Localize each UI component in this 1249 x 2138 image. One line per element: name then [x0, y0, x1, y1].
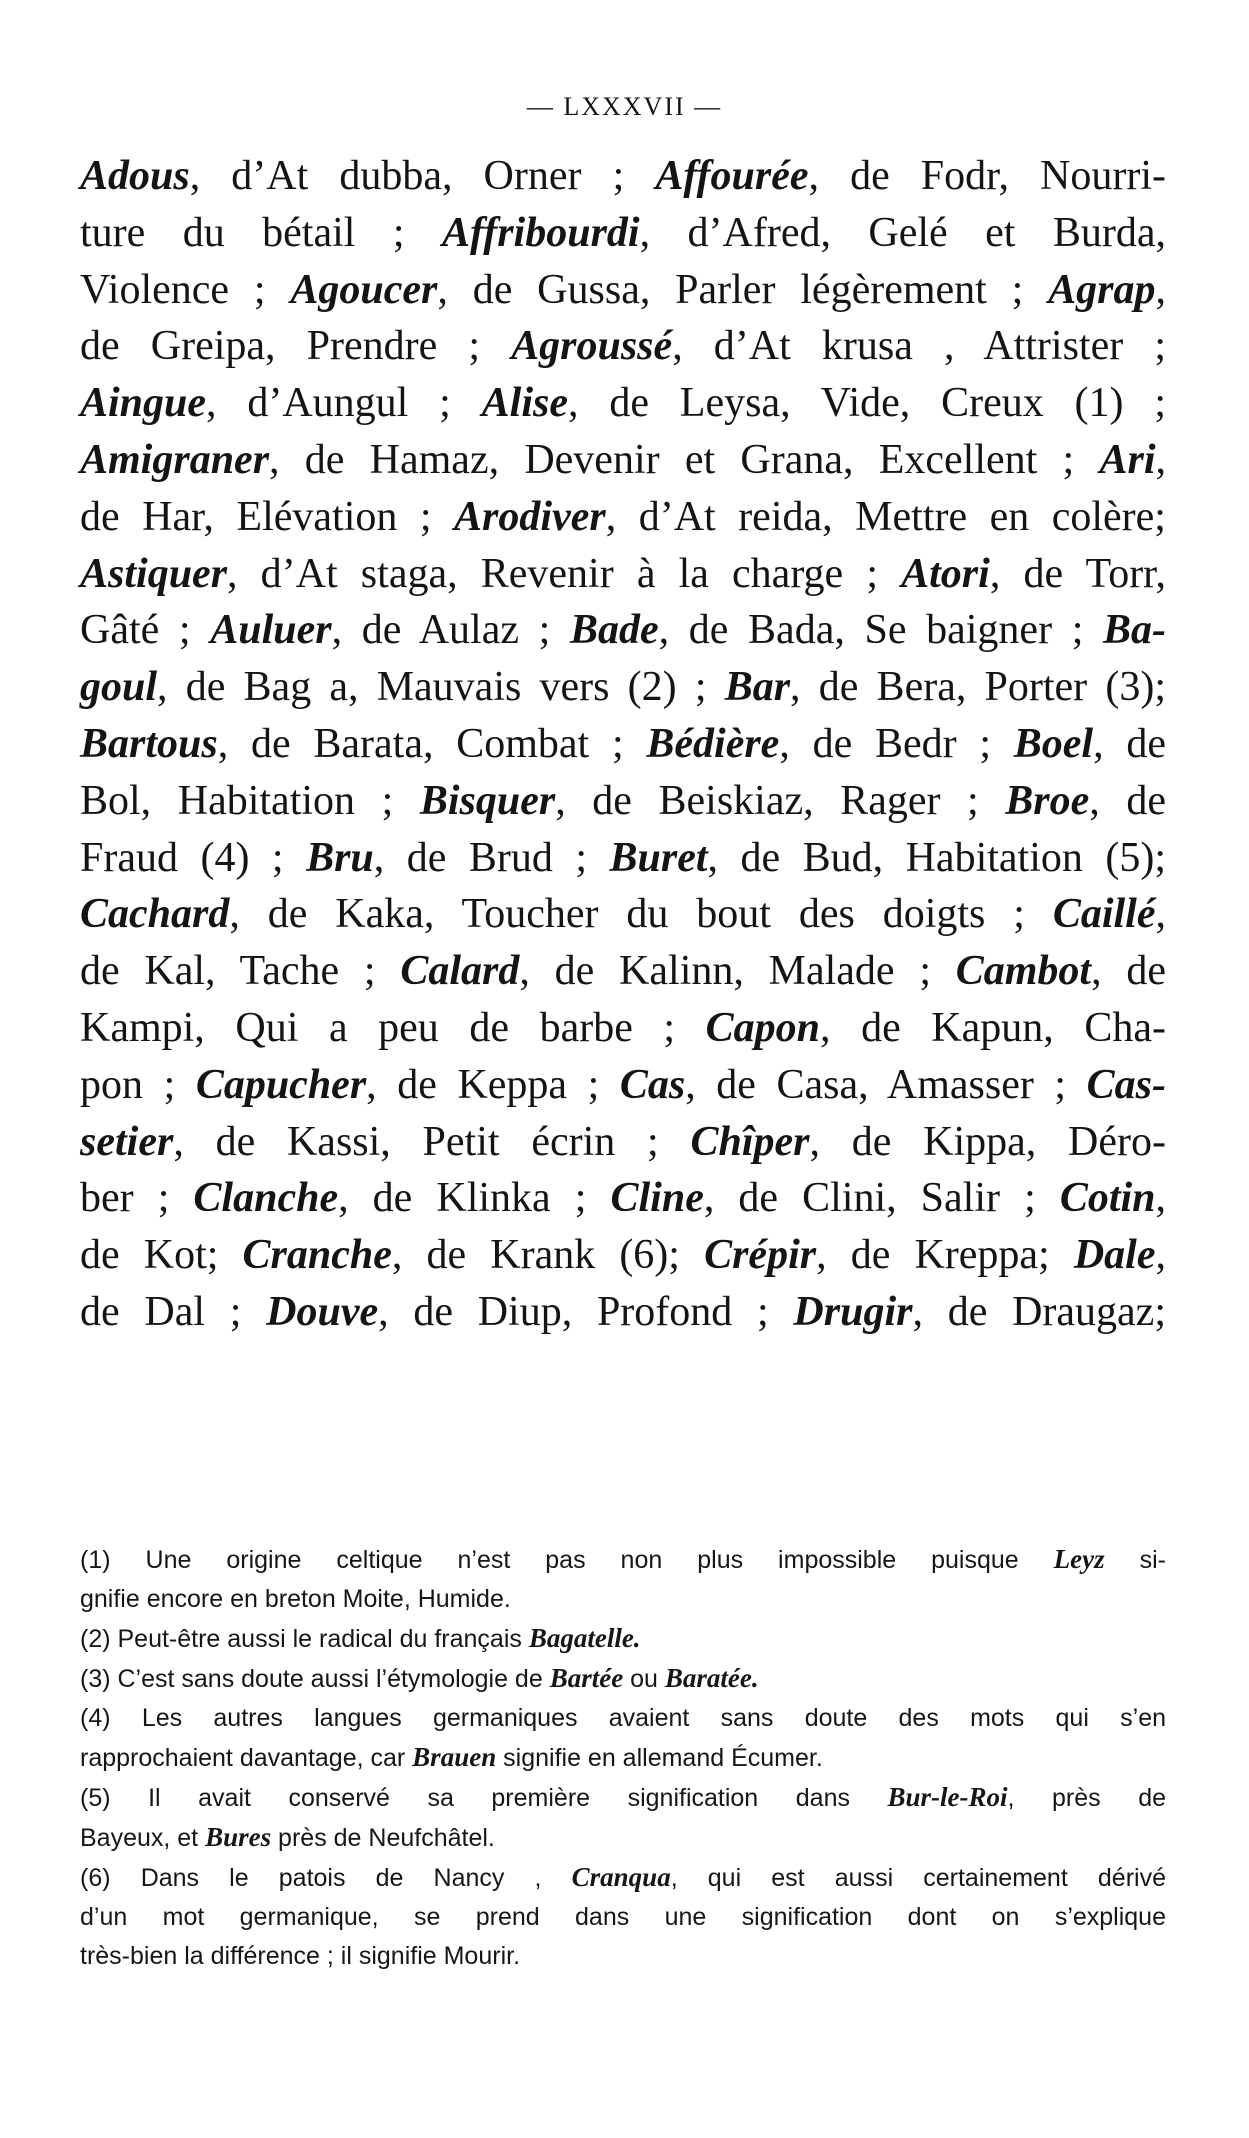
text-run: , de Aulaz ;: [331, 607, 570, 654]
text-run: , de Bada, Se baigner ;: [658, 607, 1104, 654]
main-text-block: [80, 148, 1166, 1341]
italic-term: Adous: [80, 153, 190, 199]
text-run: , de Kaka, Toucher du bout des doigts ;: [229, 891, 1053, 938]
text-run: , de Kreppa;: [816, 1232, 1074, 1279]
text-run: , d’Aungul ;: [206, 380, 482, 427]
italic-term: Clanche: [193, 1175, 339, 1222]
text-run: si-: [1104, 1546, 1166, 1574]
italic-term: Crépir: [704, 1232, 817, 1279]
text-run: de Kal, Tache ;: [80, 948, 401, 995]
text-run: Gâté ;: [80, 607, 211, 654]
italic-term: Bures: [205, 1822, 272, 1852]
italic-term: Cas: [619, 1061, 686, 1108]
text-run: Bol, Habitation ;: [80, 777, 420, 824]
text-run: , d’At reida, Mettre en colère;: [605, 493, 1166, 540]
footnote-line: [80, 1937, 1166, 1976]
text-run: rapprochaient davantage, car: [80, 1744, 413, 1772]
footnote-line: [80, 1699, 1166, 1738]
footnote-line: [80, 1818, 1166, 1858]
italic-term: Bar: [724, 664, 791, 711]
text-run: , de Gussa, Parler légèrement ;: [437, 266, 1049, 313]
italic-term: Cachard: [80, 891, 230, 938]
text-line: [80, 773, 1166, 830]
text-run: , de Casa, Amasser ;: [685, 1061, 1087, 1108]
footnote-line: [80, 1738, 1166, 1778]
text-run: , de Kapun, Cha-: [820, 1004, 1166, 1051]
text-run: , de Hamaz, Devenir et Grana, Excellent ;: [269, 436, 1100, 483]
text-run: (2) Peut-être aussi le radical du français: [80, 1625, 529, 1653]
text-run: ber ;: [80, 1175, 194, 1222]
text-run: , de Diup, Profond ;: [378, 1288, 794, 1335]
italic-term: Bade: [569, 607, 659, 654]
text-run: , de Bag a, Mauvais vers (2) ;: [157, 664, 725, 711]
text-line: [80, 262, 1166, 319]
text-run: , de Bera, Porter (3);: [790, 664, 1166, 711]
text-line: [80, 943, 1166, 1000]
footnote-line: [80, 1778, 1166, 1818]
footnote-line: [80, 1540, 1166, 1580]
footnote: [80, 1659, 1166, 1699]
italic-term: Baratée.: [664, 1663, 759, 1693]
italic-term: Alise: [481, 380, 569, 427]
italic-term: Bartous: [80, 720, 218, 767]
italic-term: Cambot: [955, 948, 1092, 995]
text-run: de Greipa, Prendre ;: [80, 323, 512, 370]
italic-term: Cranqua: [571, 1862, 671, 1892]
italic-term: Buret: [609, 834, 708, 881]
text-run: , de Bedr ;: [779, 720, 1014, 767]
italic-term: Calard: [400, 948, 520, 995]
text-line: [80, 148, 1166, 205]
text-run: , d’At staga, Revenir à la charge ;: [227, 550, 902, 597]
italic-term: Cranche: [242, 1232, 392, 1279]
italic-term: Broe: [1005, 777, 1090, 824]
text-line: [80, 1114, 1166, 1171]
text-run: , de Kalinn, Malade ;: [519, 948, 956, 995]
italic-term: Atori: [901, 550, 990, 597]
text-run: , de Keppa ;: [366, 1061, 620, 1108]
italic-term: Auluer: [210, 607, 332, 654]
italic-term: Ba-: [1103, 607, 1167, 654]
text-run: , d’At dubba, Orner ;: [189, 153, 656, 199]
text-line: [80, 1227, 1166, 1284]
italic-term: Douve: [266, 1288, 379, 1335]
text-line: [80, 830, 1166, 887]
footnote: [80, 1619, 1166, 1659]
italic-term: Astiquer: [80, 550, 228, 597]
italic-term: Agroussé: [511, 323, 673, 370]
footnote-line: [80, 1659, 1166, 1699]
text-run: , de Leysa, Vide, Creux (1) ;: [568, 380, 1167, 427]
text-run: pon ;: [80, 1061, 196, 1108]
text-run: (6) Dans le patois de Nancy ,: [80, 1864, 572, 1892]
italic-term: Chîper: [690, 1118, 810, 1165]
footnote-line: [80, 1898, 1166, 1937]
text-run: très-bien la différence ; il signifie Mourir.: [80, 1942, 521, 1970]
text-line: [80, 1284, 1166, 1341]
text-run: ,: [1155, 1175, 1167, 1222]
footnotes-block: [80, 1540, 1166, 1976]
text-line: [80, 318, 1166, 375]
text-run: , de Krank (6);: [391, 1232, 705, 1279]
italic-term: goul: [80, 664, 158, 711]
text-run: gnifie encore en breton Moite, Humide.: [80, 1585, 511, 1613]
text-run: , de Barata, Combat ;: [217, 720, 647, 767]
footnote: [80, 1540, 1166, 1619]
footnote: [80, 1778, 1166, 1858]
text-run: , de Fodr, Nourri-: [808, 153, 1166, 199]
italic-term: Dale: [1073, 1232, 1156, 1279]
italic-term: Leyz: [1053, 1544, 1105, 1574]
italic-term: Cas-: [1086, 1061, 1166, 1108]
italic-term: Cline: [610, 1175, 704, 1222]
italic-term: Bru: [306, 834, 374, 881]
italic-term: Arodiver: [454, 493, 606, 540]
text-line: [80, 375, 1166, 432]
text-run: Violence ;: [80, 266, 291, 313]
italic-term: Bisquer: [419, 777, 556, 824]
text-run: , de Klinka ;: [338, 1175, 611, 1222]
text-run: Bayeux, et: [80, 1824, 206, 1852]
italic-term: Capon: [705, 1004, 821, 1051]
text-run: , près de: [1007, 1784, 1166, 1812]
text-run: , de Bud, Habitation (5);: [707, 834, 1166, 881]
text-run: , de: [1089, 777, 1166, 824]
text-run: ,: [1155, 1232, 1166, 1279]
text-line: [80, 716, 1166, 773]
text-run: , d’At krusa , Attrister ;: [672, 323, 1166, 370]
text-run: , de Torr,: [989, 550, 1166, 597]
italic-term: Bur-le-Roi: [887, 1782, 1008, 1812]
italic-term: Drugir: [793, 1288, 913, 1335]
text-run: (1) Une origine celtique n’est pas non plus impossible puisque: [80, 1546, 1054, 1574]
text-run: ,: [1155, 266, 1166, 313]
text-run: , d’Afred, Gelé et Burda,: [639, 209, 1166, 256]
text-line: [80, 1057, 1166, 1114]
italic-term: Ari: [1099, 436, 1156, 483]
text-run: ,: [1155, 436, 1166, 483]
italic-term: Cotin: [1059, 1175, 1156, 1222]
text-run: , de Clini, Salir ;: [703, 1175, 1060, 1222]
text-run: ou: [623, 1665, 665, 1693]
text-run: (4) Les autres langues germaniques avaient sans doute des mots qui s’en: [80, 1704, 1166, 1732]
text-line: [80, 432, 1166, 489]
text-run: , de Brud ;: [373, 834, 610, 881]
text-line: [80, 1170, 1166, 1227]
text-run: , de: [1091, 948, 1167, 995]
text-run: , de Kassi, Petit écrin ;: [173, 1118, 691, 1165]
text-run: , de Beiskiaz, Rager ;: [555, 777, 1006, 824]
text-run: , de Kippa, Déro-: [809, 1118, 1166, 1165]
text-run: ,: [1155, 891, 1166, 938]
text-run: Fraud (4) ;: [80, 834, 307, 881]
italic-term: Boel: [1013, 720, 1094, 767]
italic-term: Agoucer: [290, 266, 438, 313]
italic-term: Affribourdi: [441, 209, 640, 256]
text-line: [80, 1000, 1166, 1057]
italic-term: Bédière: [646, 720, 780, 767]
text-run: de Har, Elévation ;: [80, 493, 455, 540]
italic-term: Caillé: [1052, 891, 1156, 938]
italic-term: Affourée: [655, 153, 809, 199]
italic-term: Brauen: [412, 1742, 497, 1772]
italic-term: Bartée: [549, 1663, 624, 1693]
text-run: près de Neufchâtel.: [271, 1824, 495, 1852]
italic-term: Capucher: [195, 1061, 367, 1108]
text-run: Kampi, Qui a peu de barbe ;: [80, 1004, 706, 1051]
italic-term: Aingue: [80, 380, 207, 427]
text-run: , de Draugaz;: [912, 1288, 1166, 1335]
text-line: [80, 546, 1166, 603]
text-run: , de: [1093, 720, 1166, 767]
text-line: [80, 602, 1166, 659]
text-run: , qui est aussi certainement dérivé: [670, 1864, 1166, 1892]
text-run: signifie en allemand Écumer.: [496, 1744, 823, 1772]
text-line: [80, 886, 1166, 943]
footnote-line: [80, 1619, 1166, 1659]
text-run: ture du bétail ;: [80, 209, 442, 256]
footnote-line: [80, 1580, 1166, 1619]
text-run: de Kot;: [80, 1232, 243, 1279]
footnote: [80, 1699, 1166, 1778]
text-run: (3) C’est sans doute aussi l’étymologie de: [80, 1665, 550, 1693]
text-run: d’un mot germanique, se prend dans une signification dont on s’explique: [80, 1903, 1166, 1931]
text-line: [80, 489, 1166, 546]
italic-term: Bagatelle.: [528, 1623, 641, 1653]
text-line: [80, 205, 1166, 262]
footnote-line: [80, 1858, 1166, 1898]
italic-term: Amigraner: [80, 436, 270, 483]
italic-term: setier: [80, 1118, 174, 1165]
italic-term: Agrap: [1048, 266, 1156, 313]
text-run: (5) Il avait conservé sa première signification dans: [80, 1784, 888, 1812]
footnote: [80, 1858, 1166, 1976]
text-line: [80, 659, 1166, 716]
text-run: de Dal ;: [80, 1288, 267, 1335]
page-number-header: — LXXXVII —: [526, 92, 723, 121]
